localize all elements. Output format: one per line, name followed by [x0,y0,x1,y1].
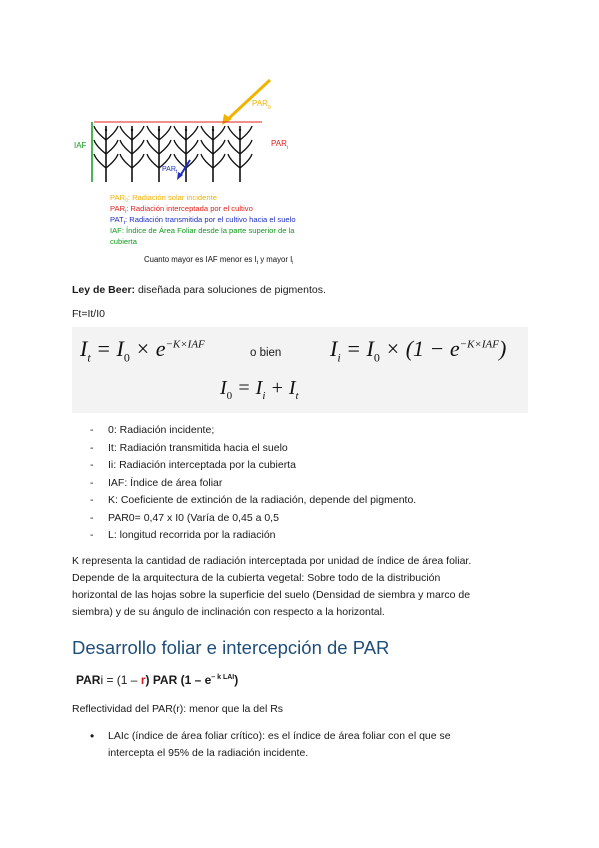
legend-line-3: IAF: Índice de Área Foliar desde la parte superior de la [110,226,295,235]
beer-law-title: Ley de Beer: [72,284,136,296]
part-label: $PAR_t$ [162,166,178,175]
list-item: - It: Radiación transmitida hacia el suelo [90,440,416,458]
formula-balance: $I_0 = I_i + I_t$ [220,377,299,402]
critical-lai-item [90,728,530,762]
plant-icon [228,126,252,182]
figure-caption: Cuanto mayor es IAF menor es $I_t$ y mayor $I_i$ [144,255,294,266]
reflectivity-line: Reflectividad del PAR(r): menor que la del Rs [72,703,284,715]
paragraph-line: siembra) y de su ángulo de inclinación con respecto a la horizontal. [72,606,385,618]
plant-icon [120,126,144,182]
par0-label: $PAR_0$ [252,99,271,111]
list-item: - 0: Radiación incidente; [90,422,416,440]
paragraph-line: Depende de la arquitectura de la cubierta vegetal: Sobre todo de la distribución [72,572,441,584]
critical-lai-line: LAIc (índice de área foliar crítico): es el índice de área foliar con el que se [108,730,451,742]
plant-icon [174,126,198,182]
beer-law-text: diseñada para soluciones de pigmentos. [135,284,326,296]
par-formula: PARi = (1 – r) PAR $(1 - e^{- k LAI})$ [76,673,239,687]
legend-line-1: $PAR_i$: Radiación interceptada por el cultivo [110,204,253,215]
definitions-list [90,422,416,545]
k-paragraph [72,553,471,621]
formula-box [72,327,528,413]
plant-icon [94,126,118,182]
plant-icon [201,126,225,182]
pari-label: $PAR_i$ [271,139,288,151]
paragraph-line: horizontal de las hojas sobre la superficie del suelo (Densidad de siembra y marco de [72,589,471,601]
list-item: - IAF: Índice de área foliar [90,475,416,493]
list-item: - Ii: Radiación interceptada por la cubierta [90,457,416,475]
list-item: - K: Coeficiente de extinción de la radiación, depende del pigmento. [90,492,416,510]
list-item: - L: longitud recorrida por la radiación [90,527,416,545]
formula-transmitted: $I_t = I_0 \times e^{-K\times IAF}$ [80,336,205,365]
bullet-dot: • [90,729,95,743]
formula-intercepted: $I_i = I_0 \times (1 - e^{-K\times IAF})$ [330,336,507,365]
section-heading: Desarrollo foliar e intercepción de PAR [72,637,390,658]
legend-line-0: $PAR_0$: Radiación solar incidente [110,193,217,204]
legend-line-2: $PAT_t$: Radiación transmitida por el cultivo hacia el suelo [110,215,296,226]
critical-lai-line: intercepta el 95% de la radiación incidente. [108,747,309,759]
ft-formula-line: Ft=It/I0 [72,308,105,320]
plant-icon [147,126,171,182]
canopy-figure [72,70,368,272]
plant-row [94,126,252,182]
legend-line-4: cubierta [110,237,138,246]
paragraph-line: K representa la cantidad de radiación interceptada por unidad de índice de área foliar. [72,555,472,567]
beer-law-line [72,282,326,299]
transmitted-radiation-arrow [180,160,190,176]
iaf-label: IAF [74,141,87,150]
list-item: - PAR0= 0,47 x I0 (Varía de 0,45 a 0,5 [90,510,416,528]
formula-or-text: o bien [250,347,282,359]
